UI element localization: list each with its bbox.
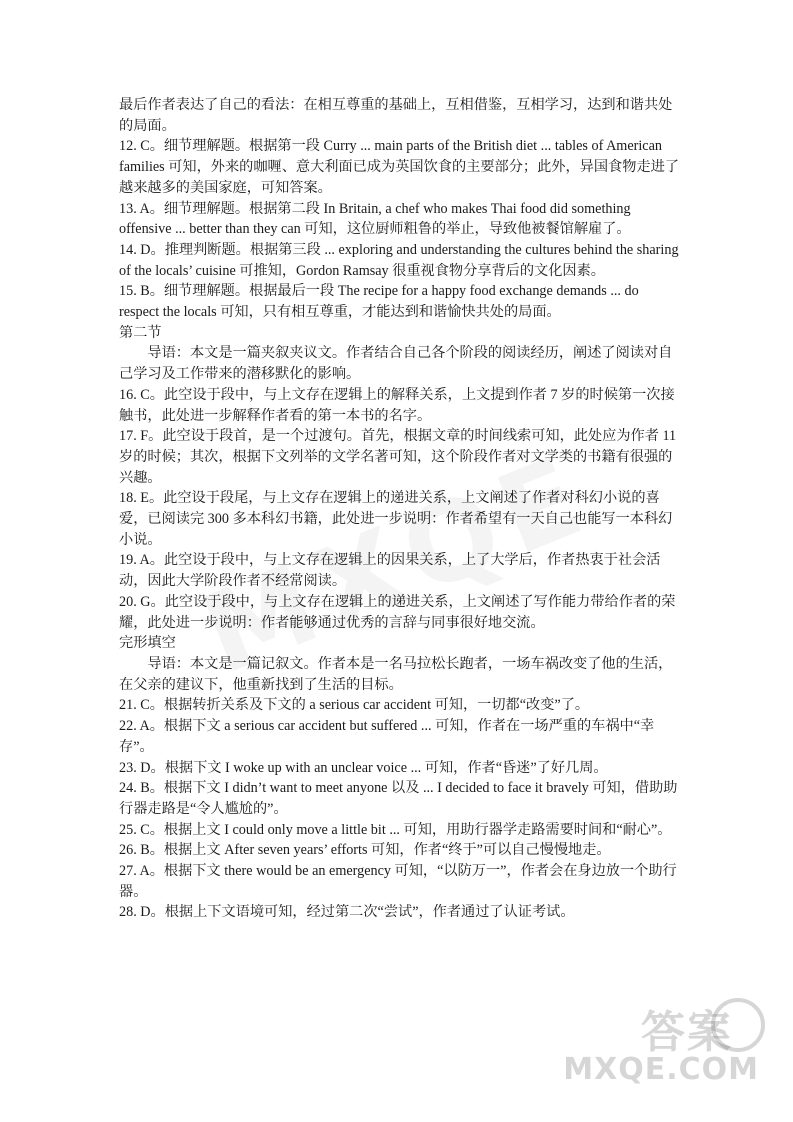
answer-28: 28. D。根据上下文语境可知，经过第二次“尝试”，作者通过了认证考试。 <box>119 904 575 921</box>
answer-15: 15. B。细节理解题。根据最后一段 The recipe for a happy food exchange demands ... do respect the locals 可知，只有相互尊重，才能达到和谐愉快共处的局面。 <box>119 283 639 321</box>
answer-25: 25. C。根据上文 I could only move a little bit ... 可知，用助行器学走路需要时间和“耐心”。 <box>119 821 672 838</box>
answer-19: 19. A。此空设于段中，与上文存在逻辑上的因果关系，上了大学后，作者热衷于社会活动，因此大学阶段作者不经常阅读。 <box>119 552 661 590</box>
answer-24: 24. B。根据下文 I didn’t want to meet anyone 以及 ... I decided to face it bravely 可知，借助助行器走路是“令人尴尬的”。 <box>119 780 678 817</box>
answer-13: 13. A。细节理解题。根据第二段 In Britain, a chef who makes Thai food did something offensive ... better than they can 可知，这位厨师粗鲁的举止，导致他被餐馆解雇了。 <box>119 200 631 238</box>
answer-18: 18. E。此空设于段尾，与上文存在逻辑上的递进关系，上文阐述了作者对科幻小说的喜爱，已阅读完 300 多本科幻书籍，此处进一步说明：作者希望有一天自己也能写一本科幻小说。 <box>119 490 673 548</box>
answer-26: 26. B。根据上文 After seven years’ efforts 可知，作者“终于”可以自己慢慢地走。 <box>119 842 611 859</box>
section-heading-cloze: 完形填空 <box>119 635 176 652</box>
intro-cloze: 导语：本文是一篇记叙文。作者本是一名马拉松长跑者，一场车祸改变了他的生活，在父亲的建议下，他重新找到了生活的目标。 <box>119 655 673 693</box>
intro-part-two: 导语：本文是一篇夹叙夹议文。作者结合自己各个阶段的阅读经历，阐述了阅读对自己学习及工作带来的潜移默化的影响。 <box>119 345 673 383</box>
paragraph-conclusion: 最后作者表达了自己的看法：在相互尊重的基础上，互相借鉴，互相学习，达到和谐共处的局面。 <box>119 97 673 134</box>
logo-url-text: MXQE.COM <box>563 1052 759 1087</box>
answer-23: 23. D。根据下文 I woke up with an unclear voice ... 可知，作者“昏迷”了好几周。 <box>119 759 608 776</box>
answer-explanation-text <box>119 95 679 923</box>
answer-17: 17. F。此空设于段首，是一个过渡句。首先，根据文章的时间线索可知，此处应为作者 11 岁的时候；其次，根据下文列举的文学名著可知，这个阶段作者对文学类的书籍有很强的兴趣。 <box>119 428 677 486</box>
answer-12: 12. C。细节理解题。根据第一段 Curry ... main parts of the British diet ... tables of American families 可知，外来的咖喱、意大利面已成为英国饮食的主要部分；此外，异国食物走进了越来越多的美国家庭，可知答案。 <box>119 138 680 196</box>
site-logo-watermark <box>563 996 765 1096</box>
answer-14: 14. D。推理判断题。根据第三段 ... exploring and understanding the cultures behind the sharing of the locals’ cuisine 可推知，Gordon Ramsay 很重视食物分享背后的文化因素。 <box>119 241 679 279</box>
answer-22: 22. A。根据下文 a serious car accident but suffered ... 可知，作者在一场严重的车祸中“幸存”。 <box>119 718 655 755</box>
answer-27: 27. A。根据下文 there would be an emergency 可知，“以防万一”，作者会在身边放一个助行器。 <box>119 863 677 900</box>
answer-20: 20. G。此空设于段中，与上文存在逻辑上的递进关系，上文阐述了写作能力带给作者的荣耀，此处进一步说明：作者能够通过优秀的言辞与同事很好地交流。 <box>119 593 676 631</box>
logo-chinese-text: 答案 <box>641 1007 733 1058</box>
logo-circle-icon <box>711 998 765 1052</box>
answer-21: 21. C。根据转折关系及下文的 a serious car accident 可知，一切都“改变”了。 <box>119 697 590 714</box>
answer-16: 16. C。此空设于段中，与上文存在逻辑上的解释关系，上文提到作者 7 岁的时候第一次接触书，此处进一步解释作者看的第一本书的名字。 <box>119 386 675 424</box>
section-heading-part-two: 第二节 <box>119 324 162 341</box>
